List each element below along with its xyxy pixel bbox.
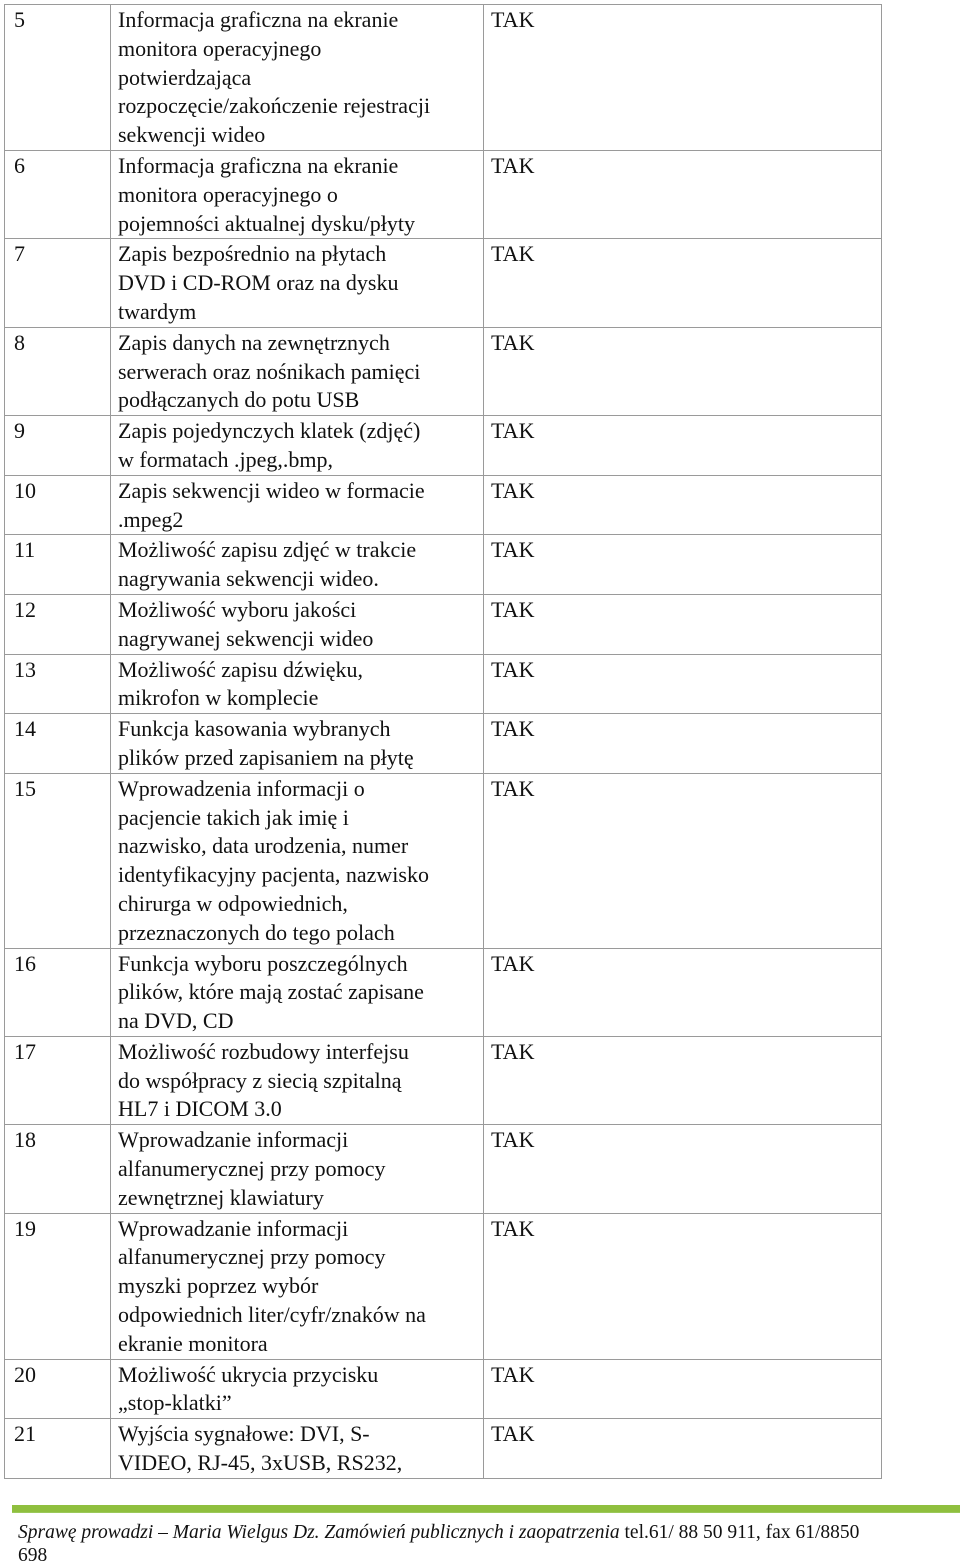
row-value-cell: TAK [484,150,882,238]
description-line: Funkcja wyboru poszczególnych [118,950,408,976]
table-row [5,948,882,1036]
row-number-cell: 16 [5,948,111,1036]
row-number-cell: 10 [5,475,111,535]
row-number-cell: 18 [5,1125,111,1213]
description-line: „stop-klatki” [118,1390,232,1416]
description-line: alfanumerycznej przy pomocy [118,1244,386,1270]
row-value-cell: TAK [484,1036,882,1124]
row-number-cell: 20 [5,1359,111,1419]
table-row [5,1036,882,1124]
row-number-cell: 7 [5,239,111,327]
description-line: Informacja graficzna na ekranie [118,152,399,178]
description-line: przeznaczonych do tego polach [118,919,395,945]
table-row [5,1125,882,1213]
row-number-cell: 19 [5,1213,111,1359]
row-number-cell: 12 [5,594,111,654]
table-row [5,150,882,238]
row-value-cell: TAK [484,5,882,151]
description-line: potwierdzająca [118,64,252,90]
footer-phone-fax: tel.61/ 88 50 911, fax 61/8850 [624,1522,860,1543]
description-line: nagrywanej sekwencji wideo [118,625,374,651]
row-number-cell: 13 [5,654,111,714]
description-line: Możliwość rozbudowy interfejsu [118,1038,409,1064]
row-value-cell: TAK [484,714,882,774]
row-value-cell: TAK [484,535,882,595]
footer-responsible-person: Sprawę prowadzi – Maria Wielgus Dz. Zamówień publicznych i zaopatrzenia [18,1522,620,1543]
table-row [5,773,882,948]
description-line: .mpeg2 [118,506,184,532]
row-value-cell: TAK [484,1419,882,1479]
description-line: plików przed zapisaniem na płytę [118,744,414,770]
specification-table [4,4,882,1479]
table-row [5,416,882,476]
row-number-cell: 17 [5,1036,111,1124]
description-line: Możliwość ukrycia przycisku [118,1361,379,1387]
row-description-cell [111,654,484,714]
row-description-cell [111,594,484,654]
description-line: odpowiednich liter/cyfr/znaków na [118,1302,426,1328]
row-description-cell [111,475,484,535]
row-description-cell [111,714,484,774]
row-number-cell: 11 [5,535,111,595]
row-value-cell: TAK [484,1359,882,1419]
row-number-cell: 5 [5,5,111,151]
row-description-cell [111,1036,484,1124]
row-value-cell: TAK [484,327,882,415]
table-row [5,535,882,595]
table-row [5,1419,882,1479]
description-line: Informacja graficzna na ekranie [118,7,399,32]
description-line: pacjencie takich jak imię i [118,804,349,830]
footer-contact [18,1520,948,1546]
row-description-cell [111,416,484,476]
description-line: chirurga w odpowiednich, [118,890,348,916]
description-line: mikrofon w komplecie [118,685,319,711]
table-row [5,1213,882,1359]
footer-phone-fax-continued: 698 [18,1545,48,1566]
description-line: na DVD, CD [118,1008,234,1034]
footer-divider [12,1505,960,1512]
footer-divider-thin [12,1512,960,1513]
table-row [5,714,882,774]
row-number-cell: 15 [5,773,111,948]
description-line: Wyjścia sygnałowe: DVI, S- [118,1421,370,1447]
description-line: ekranie monitora [118,1330,268,1356]
row-number-cell: 14 [5,714,111,774]
row-description-cell [111,948,484,1036]
row-description-cell [111,150,484,238]
description-line: pojemności aktualnej dysku/płyty [118,210,415,236]
table-row [5,1359,882,1419]
row-value-cell: TAK [484,773,882,948]
description-line: Wprowadzanie informacji [118,1215,349,1241]
specification-table-body [5,5,882,1479]
description-line: Zapis danych na zewnętrznych [118,329,390,355]
row-value-cell: TAK [484,948,882,1036]
description-line: Wprowadzenia informacji o [118,775,365,801]
description-line: Wprowadzanie informacji [118,1127,349,1153]
row-description-cell [111,1213,484,1359]
row-number-cell: 9 [5,416,111,476]
description-line: nagrywania sekwencji wideo. [118,566,379,592]
row-description-cell [111,1419,484,1479]
description-line: Możliwość zapisu zdjęć w trakcie [118,537,417,563]
table-row [5,239,882,327]
description-line: sekwencji wideo [118,122,266,148]
table-row [5,654,882,714]
table-row [5,475,882,535]
description-line: Zapis sekwencji wideo w formacie [118,477,425,503]
description-line: Funkcja kasowania wybranych [118,716,391,742]
table-row [5,327,882,415]
row-number-cell: 21 [5,1419,111,1479]
row-description-cell [111,1359,484,1419]
description-line: w formatach .jpeg,.bmp, [118,446,334,472]
description-line: zewnętrznej klawiatury [118,1184,324,1210]
description-line: DVD i CD-ROM oraz na dysku [118,270,399,296]
description-line: plików, które mają zostać zapisane [118,979,424,1005]
description-line: monitora operacyjnego [118,35,322,61]
description-line: identyfikacyjny pacjenta, nazwisko [118,862,429,888]
row-value-cell: TAK [484,475,882,535]
description-line: twardym [118,298,197,324]
row-value-cell: TAK [484,1125,882,1213]
row-value-cell: TAK [484,239,882,327]
row-description-cell [111,1125,484,1213]
row-value-cell: TAK [484,416,882,476]
description-line: serwerach oraz nośnikach pamięci [118,358,421,384]
row-description-cell [111,239,484,327]
row-description-cell [111,535,484,595]
description-line: monitora operacyjnego o [118,181,338,207]
description-line: HL7 i DICOM 3.0 [118,1096,282,1122]
description-line: myszki poprzez wybór [118,1273,319,1299]
description-line: do współpracy z siecią szpitalną [118,1067,402,1093]
description-line: VIDEO, RJ-45, 3xUSB, RS232, [118,1450,403,1476]
row-number-cell: 6 [5,150,111,238]
row-value-cell: TAK [484,654,882,714]
description-line: podłączanych do potu USB [118,387,360,413]
row-number-cell: 8 [5,327,111,415]
table-row [5,5,882,151]
row-description-cell [111,5,484,151]
table-row [5,594,882,654]
description-line: Zapis pojedynczych klatek (zdjęć) [118,418,421,444]
description-line: nazwisko, data urodzenia, numer [118,833,409,859]
description-line: rozpoczęcie/zakończenie rejestracji [118,93,431,119]
row-description-cell [111,773,484,948]
description-line: Zapis bezpośrednio na płytach [118,241,387,267]
description-line: Możliwość zapisu dźwięku, [118,656,363,682]
description-line: Możliwość wyboru jakości [118,596,357,622]
row-value-cell: TAK [484,1213,882,1359]
row-value-cell: TAK [484,594,882,654]
description-line: alfanumerycznej przy pomocy [118,1156,386,1182]
row-description-cell [111,327,484,415]
